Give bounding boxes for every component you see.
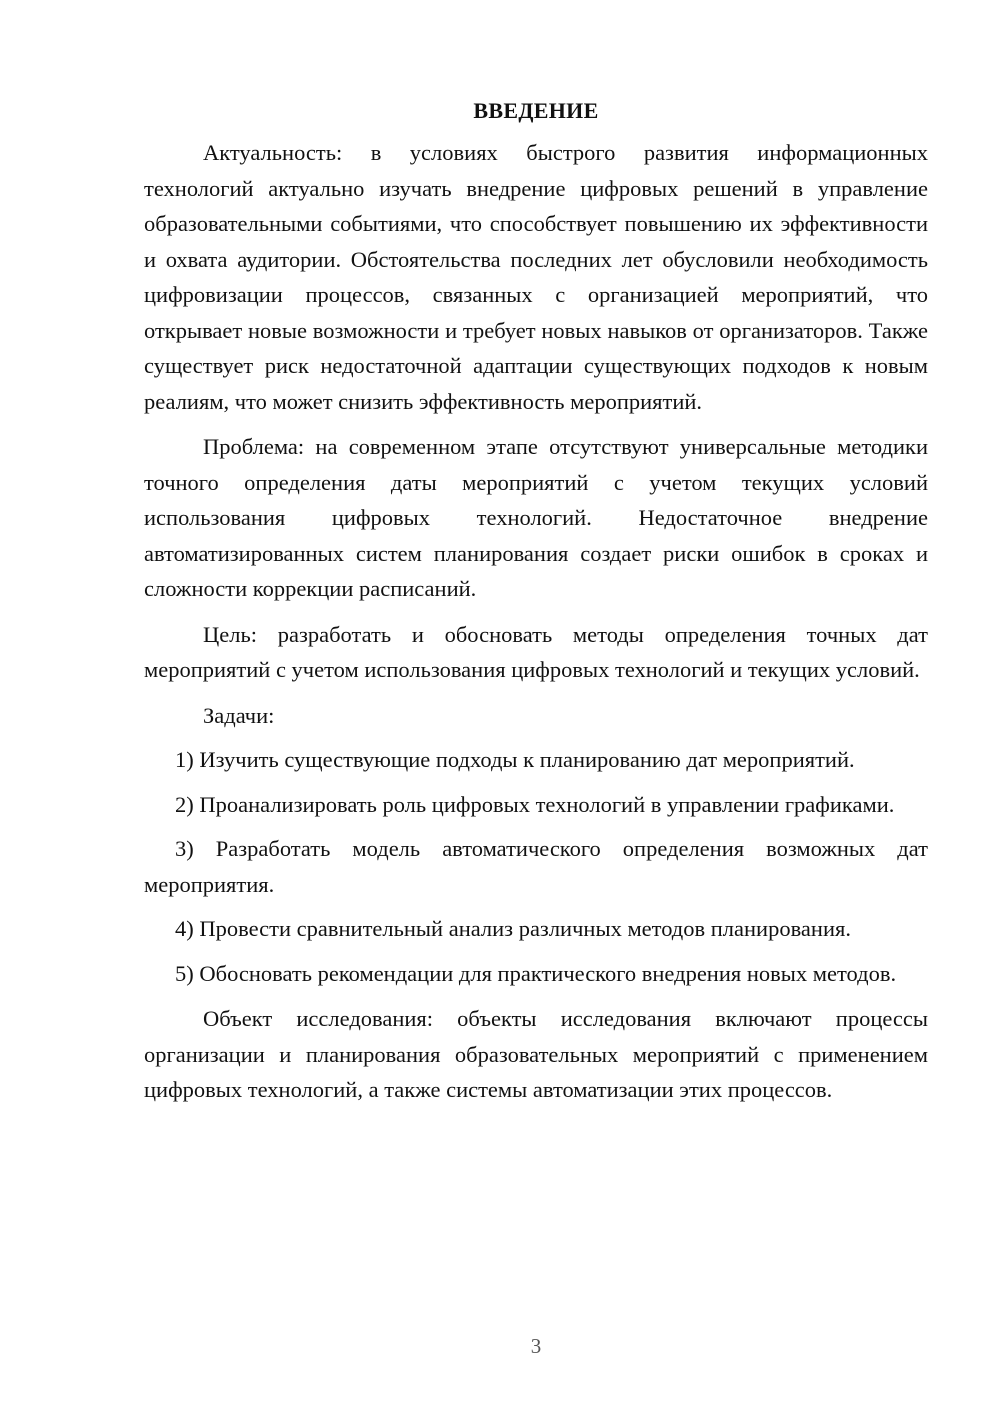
tasks-heading: Задачи:: [203, 702, 275, 728]
object-paragraph: Объект исследования: объекты исследования включают процессы организации и планирования образовательных мероприятий с применением цифровых технологий, а также системы автоматизации этих процессов.: [144, 1006, 928, 1102]
task-item-1: 1) Изучить существующие подходы к планированию дат мероприятий.: [175, 747, 855, 772]
problem-paragraph: Проблема: на современном этапе отсутствуют универсальные методики точного определения даты мероприятий с учетом текущих условий использования цифровых технологий. Недостаточное внедрение автоматизированных систем планирования создает риски ошибок в сроках и сложности коррекции расписаний.: [144, 434, 928, 601]
page-body: [144, 94, 928, 1108]
page-number: 3: [530, 1334, 542, 1358]
section-title: ВВЕДЕНИЕ: [473, 98, 599, 123]
task-item-2: 2) Проанализировать роль цифровых технологий в управлении графиками.: [175, 791, 895, 817]
task-item-3: 3) Разработать модель автоматического определения возможных дат мероприятия.: [144, 836, 928, 897]
goal-paragraph: Цель: разработать и обосновать методы определения точных дат мероприятий с учетом использования цифровых технологий и текущих условий.: [144, 621, 928, 682]
relevance-paragraph: Актуальность: в условиях быстрого развития информационных технологий актуально изучать внедрение цифровых решений в управление образовательными событиями, что способствует повышению их эффективности и охвата аудитории. Обстоятельства последних лет обусловили необходимость цифровизации процессов, связанных с организацией мероприятий, что открывает новые возможности и требует новых навыков от организаторов. Также существует риск недостаточной адаптации существующих подходов к новым реалиям, что может снизить эффективность мероприятий.: [144, 140, 928, 414]
task-item-5: 5) Обосновать рекомендации для практического внедрения новых методов.: [175, 960, 897, 986]
task-item-4: 4) Провести сравнительный анализ различных методов планирования.: [175, 916, 851, 941]
